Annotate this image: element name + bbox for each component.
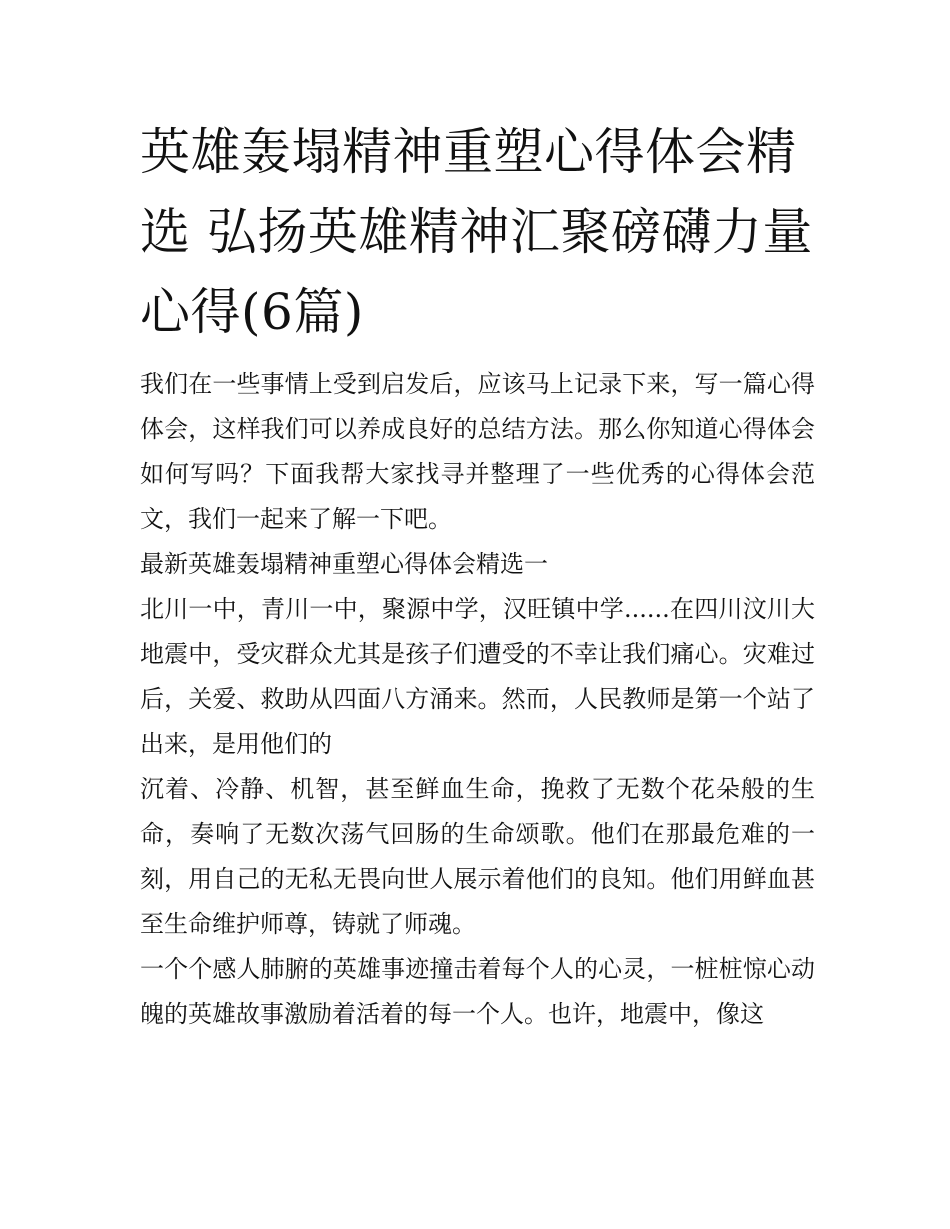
document-title: 英雄轰塌精神重塑心得体会精选 弘扬英雄精神汇聚磅礴力量心得(6篇): [140, 123, 813, 341]
section-heading: 最新英雄轰塌精神重塑心得体会精选一: [140, 550, 548, 578]
body-paragraph: 沉着、冷静、机智，甚至鲜血生命，挽救了无数个花朵般的生命，奏响了无数次荡气回肠的生命颂歌。他们在那最危难的一刻，用自己的无私无畏向世人展示着他们的良知。他们用鲜血甚至生命维护师尊，铸就了师魂。: [140, 775, 815, 938]
intro-paragraph: 我们在一些事情上受到启发后，应该马上记录下来，写一篇心得体会，这样我们可以养成良好的总结方法。那么你知道心得体会如何写吗？下面我帮大家找寻并整理了一些优秀的心得体会范文，我们一起来了解一下吧。: [140, 370, 815, 533]
body-paragraph: 一个个感人肺腑的英雄事迹撞击着每个人的心灵，一桩桩惊心动魄的英雄故事激励着活着的每一个人。也许，地震中，像这: [140, 955, 815, 1028]
body-paragraph: 北川一中，青川一中，聚源中学，汉旺镇中学......在四川汶川大地震中，受灾群众尤其是孩子们遭受的不幸让我们痛心。灾难过后，关爱、救助从四面八方涌来。然而，人民教师是第一个站了出来，是用他们的: [140, 595, 815, 758]
document-body: [140, 112, 815, 1037]
